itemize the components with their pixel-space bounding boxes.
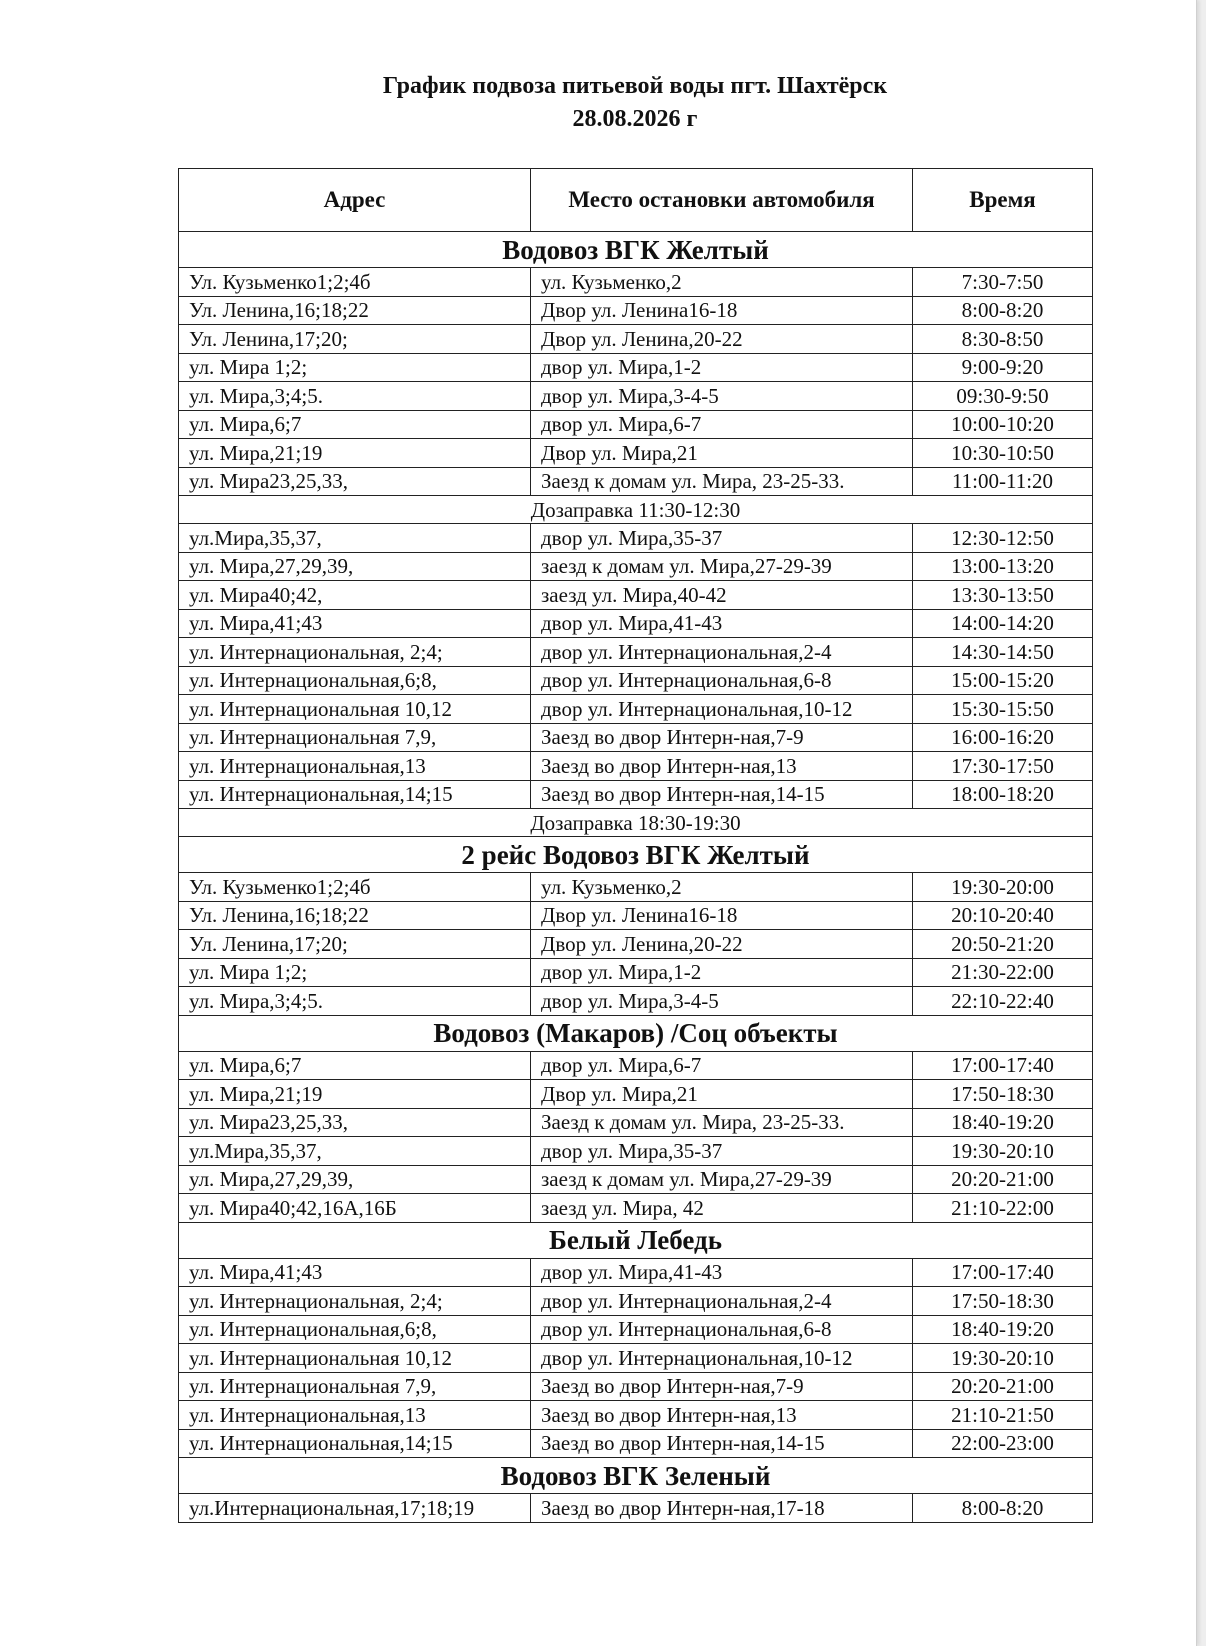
cell-address: ул. Интернациональная,13 [179,1401,531,1430]
cell-time: 11:00-11:20 [913,467,1093,496]
cell-stop: ул. Кузьменко,2 [531,873,913,902]
table-row [179,901,1093,930]
table-row [179,1344,1093,1373]
title-date: 28.08.2026 г [572,106,698,132]
cell-time: 18:40-19:20 [913,1108,1093,1137]
document-title [0,70,1206,136]
table-row [179,609,1093,638]
cell-time: 19:30-20:00 [913,873,1093,902]
cell-address: ул. Интернациональная, 2;4; [179,1287,531,1316]
cell-time: 22:00-23:00 [913,1429,1093,1458]
cell-time: 9:00-9:20 [913,353,1093,382]
section-row [179,1458,1093,1494]
table-row [179,1165,1093,1194]
cell-address: ул. Мира,27,29,39, [179,1165,531,1194]
table-row [179,723,1093,752]
cell-address: ул. Интернациональная,14;15 [179,780,531,809]
cell-stop: Заезд во двор Интерн-ная,14-15 [531,1429,913,1458]
cell-time: 10:30-10:50 [913,439,1093,468]
cell-address: Ул. Ленина,16;18;22 [179,901,531,930]
cell-stop: Двор ул. Ленина,20-22 [531,325,913,354]
table-row [179,873,1093,902]
cell-address: ул. Мира,21;19 [179,1080,531,1109]
cell-stop: двор ул. Мира,1-2 [531,958,913,987]
cell-address: ул.Интернациональная,17;18;19 [179,1494,531,1523]
section-heading: Белый Лебедь [179,1222,1093,1258]
cell-stop: двор ул. Мира,41-43 [531,609,913,638]
cell-time: 17:50-18:30 [913,1287,1093,1316]
cell-time: 21:30-22:00 [913,958,1093,987]
table-row [179,552,1093,581]
cell-time: 17:00-17:40 [913,1051,1093,1080]
table-row [179,1429,1093,1458]
cell-address: ул. Интернациональная 7,9, [179,723,531,752]
cell-time: 18:00-18:20 [913,780,1093,809]
section-row [179,1222,1093,1258]
cell-stop: Заезд во двор Интерн-ная,13 [531,1401,913,1430]
cell-address: ул. Интернациональная 7,9, [179,1372,531,1401]
cell-address: ул. Мира 1;2; [179,353,531,382]
table-row [179,325,1093,354]
table-row [179,524,1093,553]
section-heading: Водовоз ВГК Зеленый [179,1458,1093,1494]
cell-address: Ул. Ленина,17;20; [179,325,531,354]
cell-stop: двор ул. Мира,6-7 [531,1051,913,1080]
header-stop: Место остановки автомобиля [531,169,913,232]
cell-stop: двор ул. Мира,6-7 [531,410,913,439]
cell-stop: Заезд к домам ул. Мира, 23-25-33. [531,467,913,496]
cell-address: ул. Интернациональная,14;15 [179,1429,531,1458]
note-row [179,809,1093,837]
table-row [179,958,1093,987]
table-row [179,987,1093,1016]
cell-time: 17:30-17:50 [913,752,1093,781]
header-address: Адрес [179,169,531,232]
table-row [179,1372,1093,1401]
cell-stop: двор ул. Интернациональная,6-8 [531,1315,913,1344]
section-row [179,232,1093,268]
cell-address: ул. Интернациональная, 2;4; [179,638,531,667]
cell-address: ул. Мира,3;4;5. [179,382,531,411]
cell-time: 14:30-14:50 [913,638,1093,667]
section-heading: 2 рейс Водовоз ВГК Желтый [179,837,1093,873]
cell-time: 20:10-20:40 [913,901,1093,930]
table-row [179,780,1093,809]
cell-time: 7:30-7:50 [913,268,1093,297]
cell-address: ул. Мира40;42,16А,16Б [179,1194,531,1223]
cell-time: 8:00-8:20 [913,1494,1093,1523]
table-row [179,638,1093,667]
cell-time: 21:10-21:50 [913,1401,1093,1430]
cell-stop: двор ул. Мира,41-43 [531,1258,913,1287]
cell-time: 12:30-12:50 [913,524,1093,553]
cell-time: 10:00-10:20 [913,410,1093,439]
cell-address: Ул. Кузьменко1;2;4б [179,268,531,297]
cell-time: 15:00-15:20 [913,666,1093,695]
table-row [179,1137,1093,1166]
table-row [179,1194,1093,1223]
table-row [179,353,1093,382]
cell-stop: двор ул. Мира,3-4-5 [531,987,913,1016]
table-row [179,410,1093,439]
cell-time: 15:30-15:50 [913,695,1093,724]
header-row [179,169,1093,232]
table-row [179,695,1093,724]
cell-stop: заезд к домам ул. Мира,27-29-39 [531,552,913,581]
cell-stop: Заезд к домам ул. Мира, 23-25-33. [531,1108,913,1137]
cell-time: 20:50-21:20 [913,930,1093,959]
cell-address: ул. Мира,3;4;5. [179,987,531,1016]
schedule-table [178,168,1093,1523]
table-row [179,382,1093,411]
cell-address: ул.Мира,35,37, [179,1137,531,1166]
cell-stop: Заезд во двор Интерн-ная,17-18 [531,1494,913,1523]
cell-address: ул. Интернациональная 10,12 [179,1344,531,1373]
cell-time: 19:30-20:10 [913,1344,1093,1373]
table-row [179,666,1093,695]
table-row [179,1258,1093,1287]
table-row [179,268,1093,297]
cell-stop: Двор ул. Мира,21 [531,1080,913,1109]
table-row [179,296,1093,325]
cell-stop: Заезд во двор Интерн-ная,13 [531,752,913,781]
cell-address: ул. Мира40;42, [179,581,531,610]
cell-address: Ул. Ленина,17;20; [179,930,531,959]
cell-time: 18:40-19:20 [913,1315,1093,1344]
refuel-note: Дозаправка 18:30-19:30 [179,809,1093,837]
table-row [179,930,1093,959]
cell-time: 16:00-16:20 [913,723,1093,752]
cell-time: 20:20-21:00 [913,1165,1093,1194]
cell-time: 20:20-21:00 [913,1372,1093,1401]
cell-stop: двор ул. Мира,35-37 [531,1137,913,1166]
cell-stop: двор ул. Мира,3-4-5 [531,382,913,411]
table-row [179,1080,1093,1109]
cell-stop: Заезд во двор Интерн-ная,7-9 [531,1372,913,1401]
cell-address: Ул. Ленина,16;18;22 [179,296,531,325]
table-row [179,1494,1093,1523]
section-heading: Водовоз (Макаров) /Соц объекты [179,1015,1093,1051]
cell-time: 8:30-8:50 [913,325,1093,354]
cell-address: ул. Мира,21;19 [179,439,531,468]
cell-stop: ул. Кузьменко,2 [531,268,913,297]
cell-stop: заезд к домам ул. Мира,27-29-39 [531,1165,913,1194]
cell-stop: двор ул. Интернациональная,10-12 [531,695,913,724]
cell-address: ул. Мира,27,29,39, [179,552,531,581]
cell-stop: Заезд во двор Интерн-ная,14-15 [531,780,913,809]
cell-address: ул. Мира 1;2; [179,958,531,987]
cell-stop: двор ул. Мира,1-2 [531,353,913,382]
cell-time: 19:30-20:10 [913,1137,1093,1166]
cell-address: ул. Интернациональная,13 [179,752,531,781]
cell-stop: двор ул. Интернациональная,2-4 [531,638,913,667]
cell-stop: Двор ул. Мира,21 [531,439,913,468]
title-line-1: График подвоза питьевой воды пгт. Шахтёрск [382,73,888,99]
cell-stop: заезд ул. Мира, 42 [531,1194,913,1223]
section-row [179,837,1093,873]
cell-stop: двор ул. Мира,35-37 [531,524,913,553]
cell-time: 09:30-9:50 [913,382,1093,411]
schedule-body [179,232,1093,1523]
cell-stop: Заезд во двор Интерн-ная,7-9 [531,723,913,752]
table-row [179,581,1093,610]
cell-address: ул. Мира,41;43 [179,1258,531,1287]
cell-time: 8:00-8:20 [913,296,1093,325]
cell-stop: Двор ул. Ленина16-18 [531,901,913,930]
cell-address: ул. Мира23,25,33, [179,467,531,496]
header-time: Время [913,169,1093,232]
table-row [179,1315,1093,1344]
table-row [179,1401,1093,1430]
cell-address: ул. Мира,41;43 [179,609,531,638]
table-row [179,752,1093,781]
section-heading: Водовоз ВГК Желтый [179,232,1093,268]
cell-time: 14:00-14:20 [913,609,1093,638]
cell-address: ул. Мира,6;7 [179,1051,531,1080]
cell-time: 21:10-22:00 [913,1194,1093,1223]
cell-address: ул. Интернациональная,6;8, [179,1315,531,1344]
cell-address: ул. Интернациональная 10,12 [179,695,531,724]
cell-address: ул.Мира,35,37, [179,524,531,553]
cell-time: 13:00-13:20 [913,552,1093,581]
table-row [179,1287,1093,1316]
cell-time: 17:50-18:30 [913,1080,1093,1109]
cell-time: 13:30-13:50 [913,581,1093,610]
cell-stop: заезд ул. Мира,40-42 [531,581,913,610]
cell-stop: двор ул. Интернациональная,10-12 [531,1344,913,1373]
section-row [179,1015,1093,1051]
cell-stop: двор ул. Интернациональная,2-4 [531,1287,913,1316]
table-row [179,467,1093,496]
refuel-note: Дозаправка 11:30-12:30 [179,496,1093,524]
cell-address: Ул. Кузьменко1;2;4б [179,873,531,902]
cell-address: ул. Мира,6;7 [179,410,531,439]
cell-time: 22:10-22:40 [913,987,1093,1016]
cell-address: ул. Интернациональная,6;8, [179,666,531,695]
cell-time: 17:00-17:40 [913,1258,1093,1287]
table-row [179,439,1093,468]
cell-stop: Двор ул. Ленина16-18 [531,296,913,325]
cell-stop: Двор ул. Ленина,20-22 [531,930,913,959]
cell-stop: двор ул. Интернациональная,6-8 [531,666,913,695]
table-row [179,1108,1093,1137]
cell-address: ул. Мира23,25,33, [179,1108,531,1137]
table-row [179,1051,1093,1080]
note-row [179,496,1093,524]
